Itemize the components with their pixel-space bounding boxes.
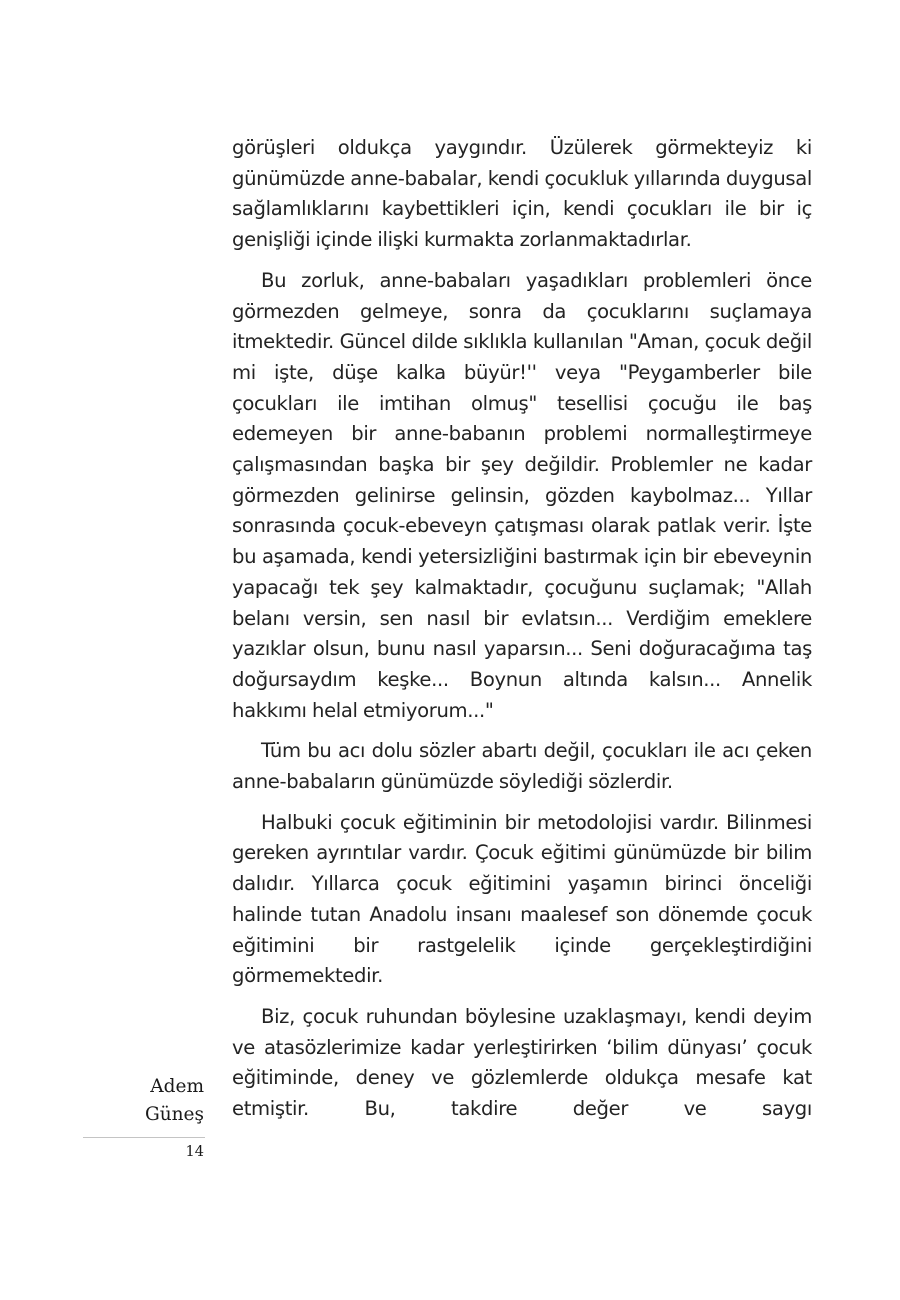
- running-head-author: [100, 1073, 204, 1129]
- author-first-name: Adem: [150, 1076, 204, 1097]
- body-text: [232, 133, 812, 1135]
- running-head-divider: [83, 1137, 205, 1138]
- paragraph-2: Bu zorluk, anne-babaları yaşadıkları problemleri önce görmezden gelmeye, sonra da çocuklarını suçlamaya itmektedir. Güncel dilde sıklıkla kullanılan "Aman, çocuk değil mi işte, düşe kalka büyür!'' veya "Peygamberler bile çocukları ile imtihan olmuş" tesellisi çocuğu ile baş edemeyen bir anne-babanın problemi normalleştirmeye çalışmasından başka bir şey değildir. Problemler ne kadar görmezden gelinirse gelinsin, gözden kaybolmaz... Yıllar sonrasında çocuk-ebeveyn çatışması olarak patlak verir. İşte bu aşamada, kendi yetersizliğini bastırmak için bir ebeveynin yapacağı tek şey kalmaktadır, çocuğunu suçlamak; "Allah belanı versin, sen nasıl bir evlatsın... Verdiğim emeklere yazıklar olsun, bunu nasıl yaparsın... Seni doğuracağıma taş doğursaydım keşke... Boynun altında kalsın... Annelik hakkımı helal etmiyorum...": [232, 268, 812, 722]
- paragraph-3: Tüm bu acı dolu sözler abartı değil, çocukları ile acı çeken anne-babaların günümüzde söylediği sözlerdir.: [232, 739, 812, 794]
- paragraph-1: görüşleri oldukça yaygındır. Üzülerek görmekteyiz ki günümüzde anne-babalar, kendi çocukluk yıllarında duygusal sağlamlıklarını kaybettikleri için, kendi çocukları ile bir iç genişliği içinde ilişki kurmakta zorlanmaktadırlar.: [232, 136, 812, 252]
- page-number: 14: [185, 1144, 204, 1160]
- author-last-name: Güneş: [144, 1104, 204, 1125]
- paragraph-5: Biz, çocuk ruhundan böylesine uzaklaşmayı, kendi deyim ve atasözlerimize kadar yerleştirirken ‘bilim dünyası’ çocuk eğitiminde, deney ve gözlemlerde oldukça mesafe kat etmiştir. Bu, takdire değer ve saygı: [232, 1004, 812, 1121]
- paragraph-4: Halbuki çocuk eğitiminin bir metodolojisi vardır. Bilinmesi gereken ayrıntılar vardır. Çocuk eğitimi günümüzde bir bilim dalıdır. Yıllarca çocuk eğitimini yaşamın birinci önceliği halinde tutan Anadolu insanı maalesef son dönemde çocuk eğitimini bir rastgelelik içinde gerçekleştirdiğini görmemektedir.: [232, 810, 812, 988]
